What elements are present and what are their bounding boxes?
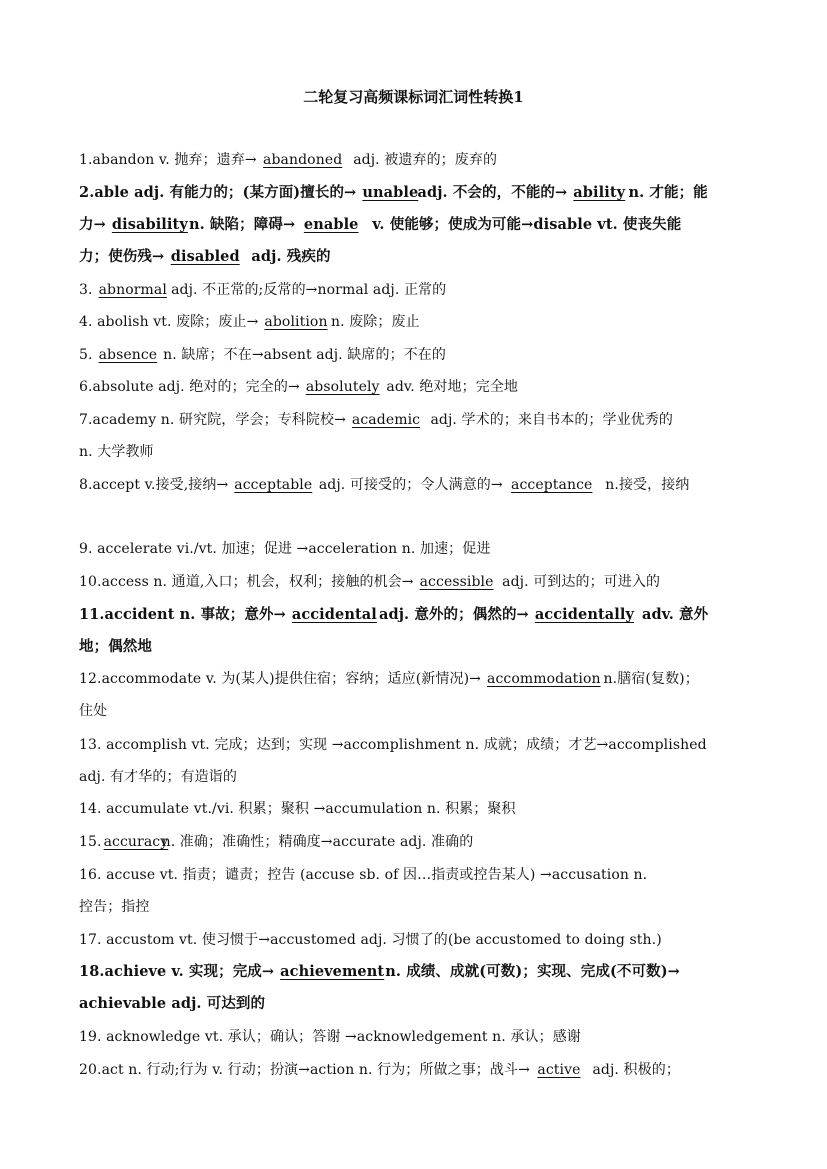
page-title: 二轮复习高频课标词汇词性转换1	[303, 88, 524, 106]
entry-line: 9. accelerate vi./vt. 加速；促进 →acceleration n. 加速；促进	[79, 541, 491, 557]
answer-blank: accessible	[419, 574, 494, 590]
answer-blank: acceptance	[511, 477, 593, 493]
entry-line: 11.accident n. 事故；意外→ accidental adj. 意外的；偶然的→ accidentally adv. 意外	[79, 606, 709, 623]
entry-line: 10.access n. 通道,入口；机会，权利；接触的机会→ accessible adj. 可到达的；可进入的	[79, 574, 661, 590]
entry-line: 力；使伤残→ disabled adj. 残疾的	[79, 248, 331, 265]
entry-line: 1.abandon v. 抛弃；遗弃→ abandoned adj. 被遗弃的；废弃的	[79, 152, 498, 168]
entry-line: achievable adj. 可达到的	[79, 995, 266, 1012]
answer-blank: academic	[351, 412, 421, 428]
answer-blank: absence	[98, 347, 158, 363]
entry-line: 15. accuracyn. 准确；准确性；精确度→accurate adj. 准确的	[79, 834, 474, 850]
entry-line: 3. abnormal adj. 不正常的;反常的→normal adj. 正常的	[79, 282, 447, 298]
answer-blank: accidental	[291, 606, 377, 623]
entry-line: 12.accommodate v. 为(某人)提供住宿；容纳；适应(新情况)→ accommodation n.膳宿(复数)；	[79, 671, 699, 687]
answer-blank: accuracy	[103, 834, 169, 850]
entry-line: adj. 有才华的；有造诣的	[79, 769, 237, 785]
entry-line: 地；偶然地	[79, 638, 152, 655]
entry-line: 16. accuse vt. 指责；谴责；控告 (accuse sb. of 因…指责或控告某人) →accusation n.	[79, 867, 648, 883]
answer-blank: accidentally	[534, 606, 635, 623]
entry-line: 2.able adj. 有能力的；(某方面)擅长的→ unable adj. 不会的，不能的→ ability n. 才能；能	[79, 184, 708, 201]
answer-blank: absolutely	[305, 379, 380, 395]
entry-line: 4. abolish vt. 废除；废止→ abolition n. 废除；废止	[79, 314, 420, 330]
entry-line: 6.absolute adj. 绝对的；完全的→ absolutely adv. 绝对地；完全地	[79, 379, 519, 395]
entry-line: 住处	[79, 703, 108, 719]
entry-line: 14. accumulate vt./vi. 积累；聚积 →accumulation n. 积累；聚积	[79, 801, 516, 817]
answer-blank: abandoned	[263, 152, 343, 168]
answer-blank: active	[537, 1062, 581, 1078]
entry-line: 控告；指控	[79, 899, 150, 915]
answer-blank: abnormal	[98, 282, 167, 298]
answer-blank: disabled	[170, 248, 240, 265]
entry-line: 19. acknowledge vt. 承认；确认；答谢 →acknowledgement n. 承认；感谢	[79, 1029, 581, 1045]
entry-line: 力→ disability n. 缺陷；障碍→ enable v. 使能够；使成为可能→disable vt. 使丧失能	[79, 216, 682, 233]
entry-line: 17. accustom vt. 使习惯于→accustomed adj. 习惯了的(be accustomed to doing sth.)	[79, 932, 662, 948]
answer-blank: disability	[111, 216, 188, 233]
entry-line: 13. accomplish vt. 完成；达到；实现 →accomplishment n. 成就；成绩；才艺→accomplished	[79, 737, 707, 753]
entry-line: 18.achieve v. 实现；完成→ achievement n. 成绩、成就(可数)；实现、完成(不可数)→	[79, 963, 680, 980]
answer-blank: acceptable	[234, 477, 313, 493]
entry-line: 5. absence n. 缺席；不在→absent adj. 缺席的；不在的	[79, 347, 446, 363]
answer-blank: unable	[362, 184, 419, 201]
answer-blank: abolition	[264, 314, 328, 330]
entry-line: n. 大学教师	[79, 444, 154, 460]
answer-blank: accommodation	[487, 671, 601, 687]
answer-blank: achievement	[280, 963, 385, 980]
entry-line: 8.accept v.接受,接纳→ acceptable adj. 可接受的；令人满意的→ acceptance n.接受，接纳	[79, 477, 690, 493]
entry-line: 7.academy n. 研究院，学会；专科院校→ academic adj. 学术的；来自书本的；学业优秀的	[79, 412, 674, 428]
answer-blank: enable	[303, 216, 359, 233]
answer-blank: ability	[573, 184, 626, 201]
entry-line: 20.act n. 行动;行为 v. 行动；扮演→action n. 行为；所做之事；战斗→ active adj. 积极的；	[79, 1062, 680, 1078]
